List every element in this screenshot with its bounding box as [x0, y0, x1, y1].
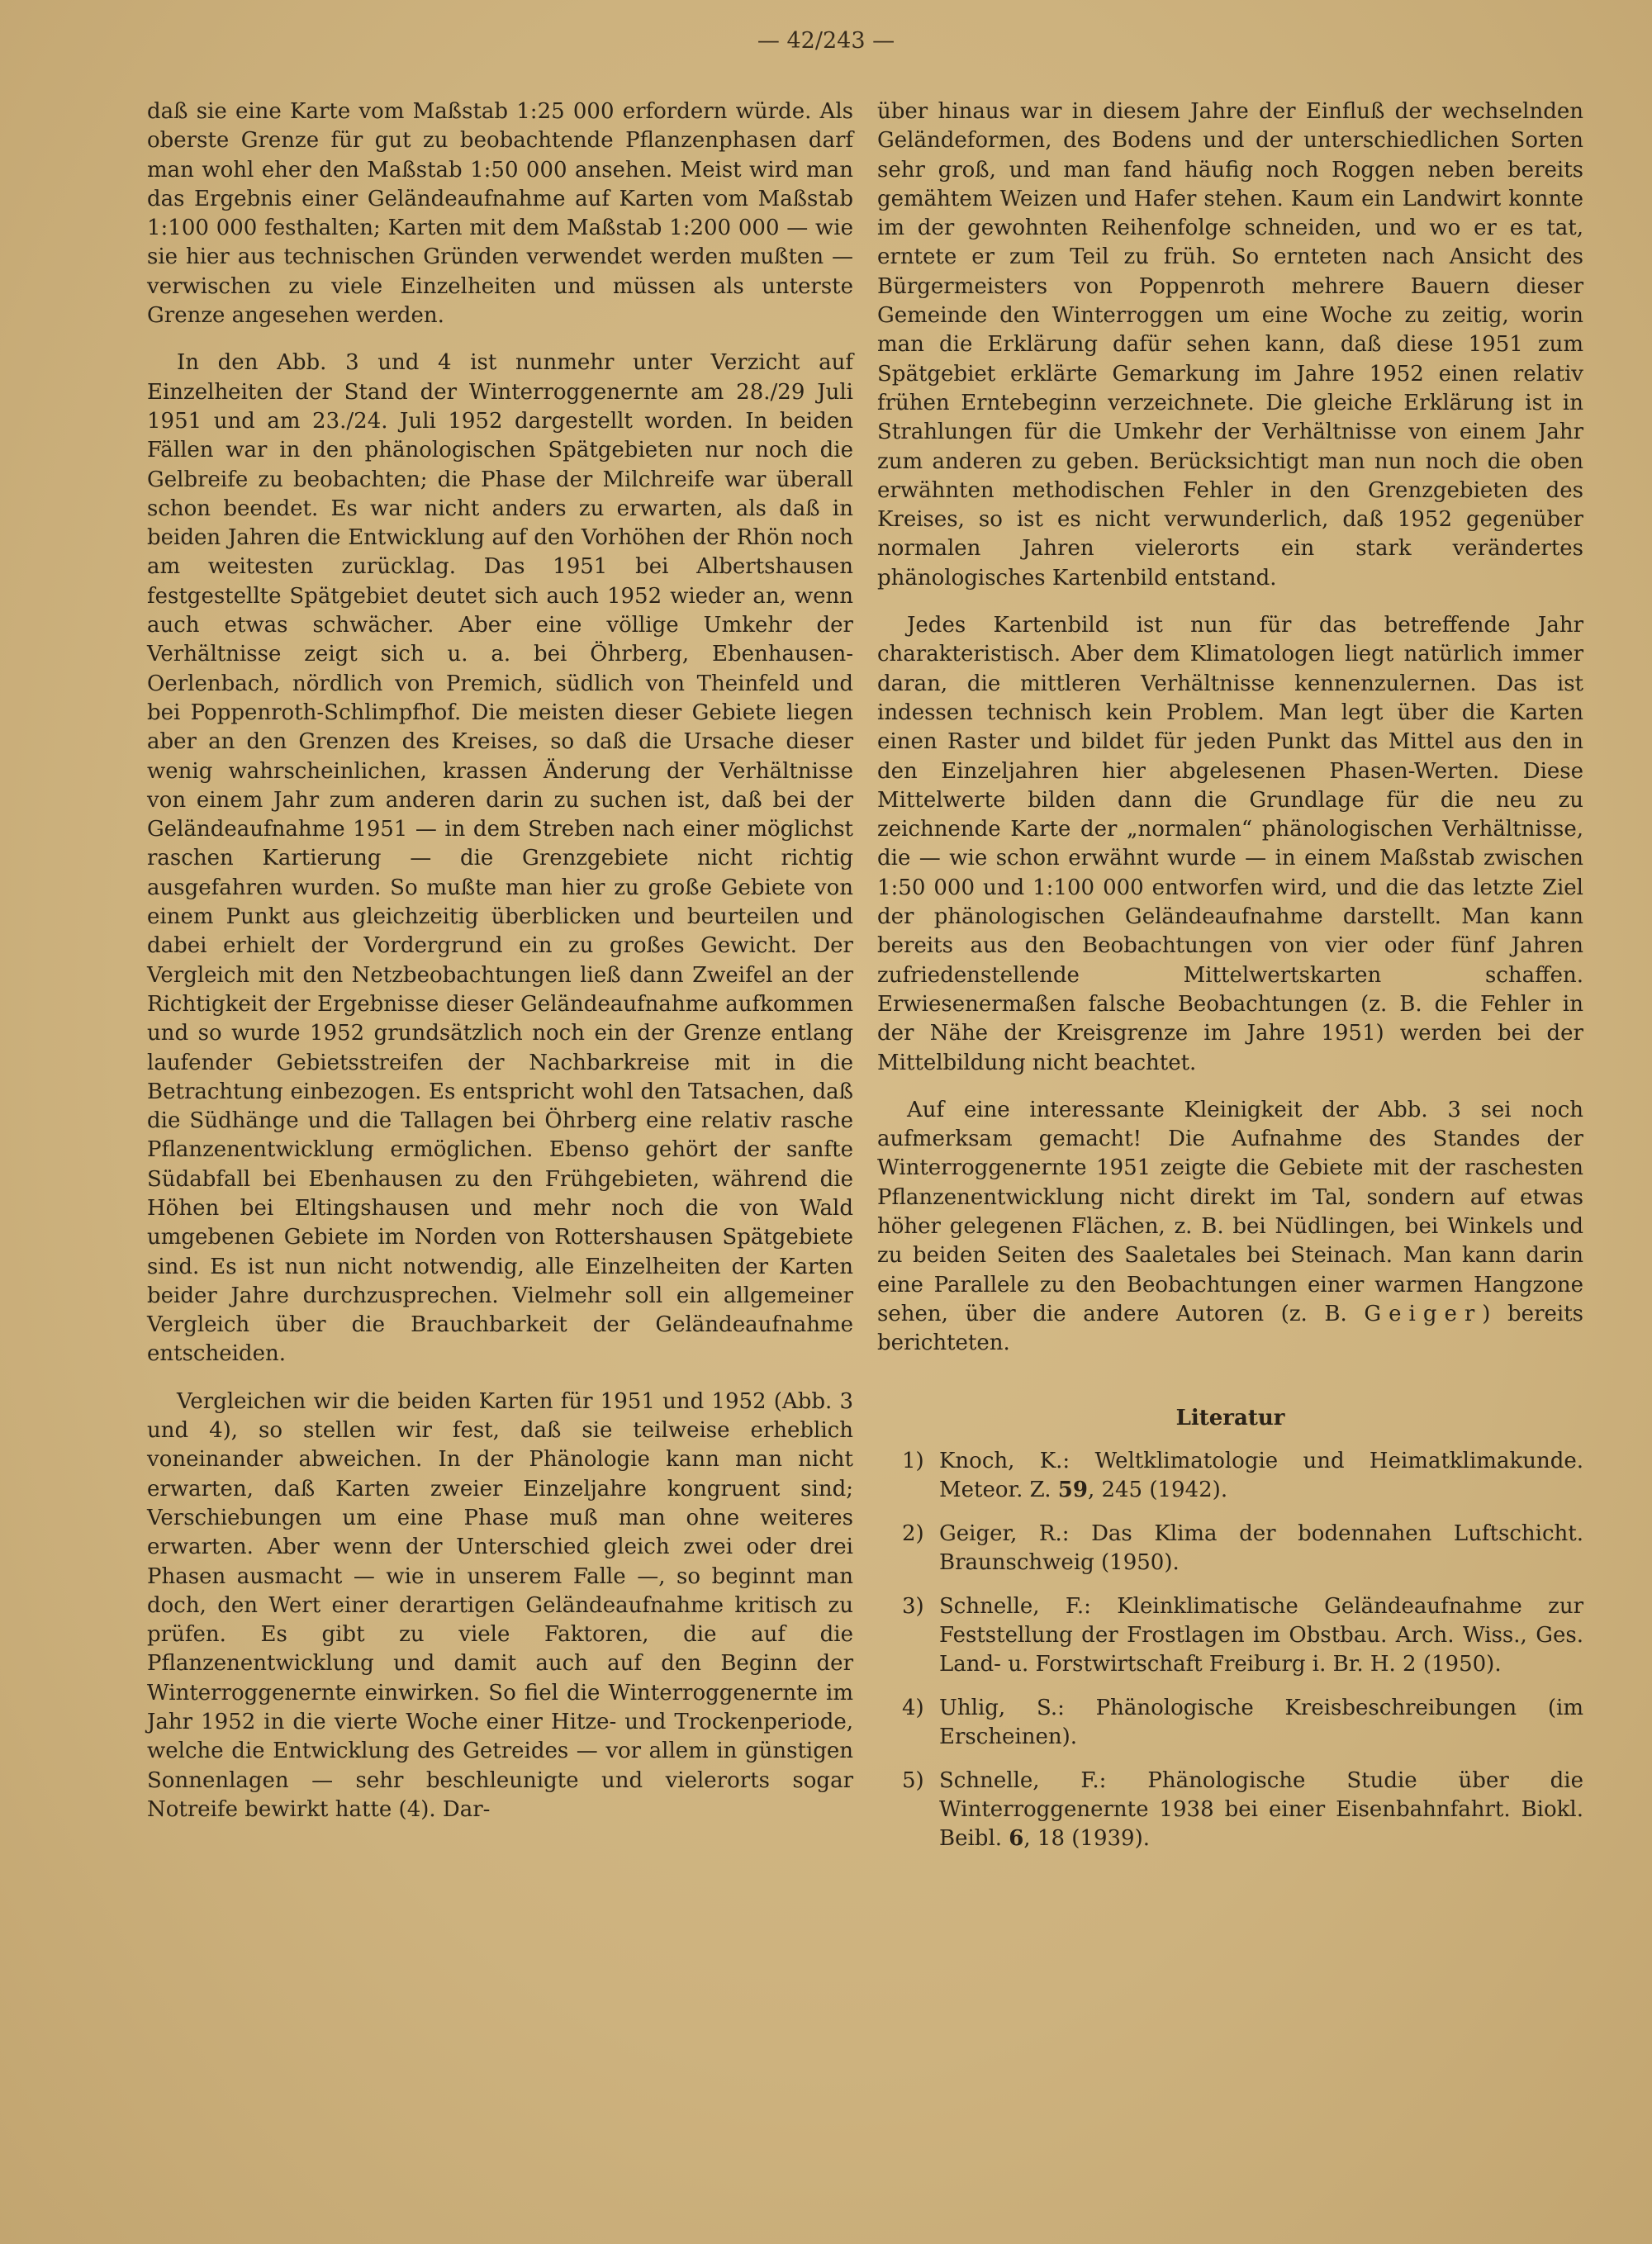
right-column: [877, 97, 1583, 1868]
paragraph: Jedes Kartenbild ist nun für das betreffende Jahr charakteristisch. Aber dem Klimatologen liegt natürlich immer daran, die mittleren Verhältnisse kennenzulernen. Das ist indessen technisch kein Problem. Man legt über die Karten einen Raster und bildet für jeden Punkt das Mittel aus den in den Einzeljahren hier abgelesenen Phasen-Werten. Diese Mittelwerte bilden dann die Grundlage für die neu zu zeichnende Karte der „normalen“ phänologischen Verhältnisse, die — wie schon erwähnt wurde — in einem Maßstab zwischen 1:50 000 und 1:100 000 entworfen wird, und die das letzte Ziel der phänologischen Geländeaufnahme darstellt. Man kann bereits aus den Beobachtungen von vier oder fünf Jahren zufriedenstellende Mittelwertskarten schaffen. Erwiesenermaßen falsche Beobachtungen (z. B. die Fehler in der Nähe der Kreisgrenze im Jahre 1951) werden bei der Mittelbildung nicht beachtet.: [877, 613, 1583, 1075]
reference-number: 3): [902, 1594, 924, 1620]
left-column: [147, 97, 853, 1843]
reference-item: [877, 1694, 1583, 1752]
literature-heading: Literatur: [1175, 1406, 1285, 1431]
reference-text: Geiger, R.: Das Klima der bodennahen Luftschicht. Braunschweig (1950).: [939, 1521, 1583, 1576]
reference-text: , 18 (1939).: [1023, 1826, 1150, 1852]
paragraph: Vergleichen wir die beiden Karten für 1951 und 1952 (Abb. 3 und 4), so stellen wir fest, daß sie teilweise erheblich voneinander abweichen. In der Phänologie kann man nicht erwarten, daß Karten zweier Einzeljahre kongruent sind; Verschiebungen um eine Phase muß man ohne weiteres erwarten. Aber wenn der Unterschied gleich zwei oder drei Phasen ausmacht — wie in unserem Falle —, so beginnt man doch, den Wert einer derartigen Geländeaufnahme kritisch zu prüfen. Es gibt zu viele Faktoren, die auf die Pflanzenentwicklung und damit auch auf den Beginn der Winterroggenernte einwirken. So fiel die Winterroggenernte im Jahr 1952 in die vierte Woche einer Hitze- und Trockenperiode, welche die Entwicklung des Getreides — vor allem in günstigen Sonnenlagen — sehr beschleunigte und vielerorts sogar Notreife bewirkt hatte (4). Dar-: [147, 1388, 853, 1822]
paragraph: daß sie eine Karte vom Maßstab 1:25 000 erfordern würde. Als oberste Grenze für gut zu beobachtende Pflanzenphasen darf man wohl eher den Maßstab 1:50 000 ansehen. Meist wird man das Ergebnis einer Geländeaufnahme auf Karten vom Maßstab 1:100 000 festhalten; Karten mit dem Maßstab 1:200 000 — wie sie hier aus technischen Gründen verwendet werden mußten — verwischen zu viele Einzelheiten und müssen als unterste Grenze angesehen werden.: [147, 99, 853, 329]
reference-text: Schnelle, F.: Kleinklimatische Geländeaufnahme zur Feststellung der Frostlagen im Obstbau. Arch. Wiss., Ges. Land- u. Forstwirtschaft Freiburg i. Br. H. 2 (1950).: [939, 1594, 1583, 1677]
reference-text: Uhlig, S.: Phänologische Kreisbeschreibungen (im Erscheinen).: [939, 1696, 1583, 1750]
paragraph-text: Auf eine interessante Kleinigkeit der Abb. 3 sei noch aufmerksam gemacht! Die Aufnahme des Standes der Winterroggenernte 1951 zeigte die Gebiete mit der raschesten Pflanzenentwicklung nicht direkt im Tal, sondern auf etwas höher gelegenen Flächen, z. B. bei Nüdlingen, bei Winkels und zu beiden Seiten des Saaletales bei Steinach. Man kann darin eine Parallele zu den Beobachtungen einer warmen Hangzone sehen, über die andere Autoren (z. B.: [877, 1097, 1583, 1326]
reference-item: [877, 1767, 1583, 1853]
reference-number: 2): [902, 1521, 924, 1547]
author-name-spaced: Geiger: [1364, 1301, 1483, 1326]
reference-list: [877, 1447, 1583, 1853]
reference-number: 5): [902, 1768, 924, 1794]
paragraph: In den Abb. 3 und 4 ist nunmehr unter Verzicht auf Einzelheiten der Stand der Winterroggenernte am 28./29 Juli 1951 und am 23./24. Juli 1952 dargestellt worden. In beiden Fällen war in den phänologischen Spätgebieten nur noch die Gelbreife zu beobachten; die Phase der Milchreife war überall schon beendet. Es war nicht anders zu erwarten, als daß in beiden Jahren die Entwicklung auf den Vorhöhen der Rhön noch am weitesten zurücklag. Das 1951 bei Albertshausen festgestellte Spätgebiet deutet sich auch 1952 wieder an, wenn auch etwas schwächer. Aber eine völlige Umkehr der Verhältnisse zeigt sich u. a. bei Öhrberg, Ebenhausen-Oerlenbach, nördlich von Premich, südlich von Theinfeld und bei Poppenroth-Schlimpfhof. Die meisten dieser Gebiete liegen aber an den Grenzen des Kreises, so daß die Ursache dieser wenig wahrscheinlichen, krassen Änderung der Verhältnisse von einem Jahr zum anderen darin zu suchen ist, daß bei der Geländeaufnahme 1951 — in dem Streben nach einer möglichst raschen Kartierung — die Grenzgebiete nicht richtig ausgefahren wurden. So mußte man hier zu große Gebiete von einem Punkt aus gleichzeitig überblicken und beurteilen und dabei erhielt der Vordergrund ein zu großes Gewicht. Der Vergleich mit den Netzbeobachtungen ließ dann Zweifel an der Richtigkeit der Ergebnisse dieser Geländeaufnahme aufkommen und so wurde 1952 grundsätzlich noch ein der Grenze entlang laufender Gebietsstreifen der Nachbarkreise mit in die Betrachtung einbezogen. Es entspricht wohl den Tatsachen, daß die Südhänge und die Tallagen bei Öhrberg eine relativ rasche Pflanzenentwicklung ermöglichen. Ebenso gehört der sanfte Südabfall bei Ebenhausen zu den Frühgebieten, während die Höhen bei Eltingshausen und mehr noch die von Wald umgebenen Gebiete im Norden von Rottershausen Spätgebiete sind. Es ist nun nicht notwendig, alle Einzelheiten der Karten beider Jahre durchzusprechen. Vielmehr soll ein allgemeiner Vergleich über die Brauchbarkeit der Geländeaufnahme entscheiden.: [147, 350, 853, 1367]
reference-item: [877, 1520, 1583, 1577]
reference-volume: 59: [1057, 1478, 1088, 1503]
reference-item: [877, 1447, 1583, 1505]
reference-number: 4): [902, 1696, 924, 1721]
reference-number: 1): [902, 1449, 924, 1474]
paragraph: über hinaus war in diesem Jahre der Einfluß der wechselnden Geländeformen, des Bodens und der unterschiedlichen Sorten sehr groß, und man fand häufig noch Roggen neben bereits gemähtem Weizen und Hafer stehen. Kaum ein Landwirt konnte im der gewohnten Reihenfolge schneiden, und wo er es tat, erntete er zum Teil zu früh. So ernteten nach Ansicht des Bürgermeisters von Poppenroth mehrere Bauern dieser Gemeinde den Winterroggen um eine Woche zu zeitig, worin man die Erklärung dafür sehen kann, daß diese 1951 zum Spätgebiet erklärte Gemarkung im Jahre 1952 einen relativ frühen Erntebeginn verzeichnete. Die gleiche Erklärung ist in Strahlungen für die Umkehr der Verhältnisse von einem Jahr zum anderen zu geben. Berücksichtigt man nun noch die oben erwähnten methodischen Fehler in den Grenzgebieten des Kreises, so ist es nicht verwunderlich, daß 1952 gegenüber normalen Jahren vielerorts ein stark verändertes phänologisches Kartenbild entstand.: [877, 99, 1583, 591]
reference-volume: 6: [1009, 1826, 1024, 1852]
reference-item: [877, 1592, 1583, 1679]
page-number: — 42/243 —: [757, 28, 895, 54]
paragraph-text: ) bereits berichteten.: [877, 1301, 1583, 1356]
reference-text: Schnelle, F.: Phänologische Studie über die Winterroggenernte 1938 bei einer Eisenbahnfahrt. Biokl. Beibl.: [939, 1768, 1583, 1852]
reference-text: Knoch, K.: Weltklimatologie und Heimatklimakunde. Meteor. Z.: [939, 1449, 1583, 1503]
paragraph: [877, 1096, 1583, 1359]
reference-text: , 245 (1942).: [1087, 1478, 1228, 1503]
